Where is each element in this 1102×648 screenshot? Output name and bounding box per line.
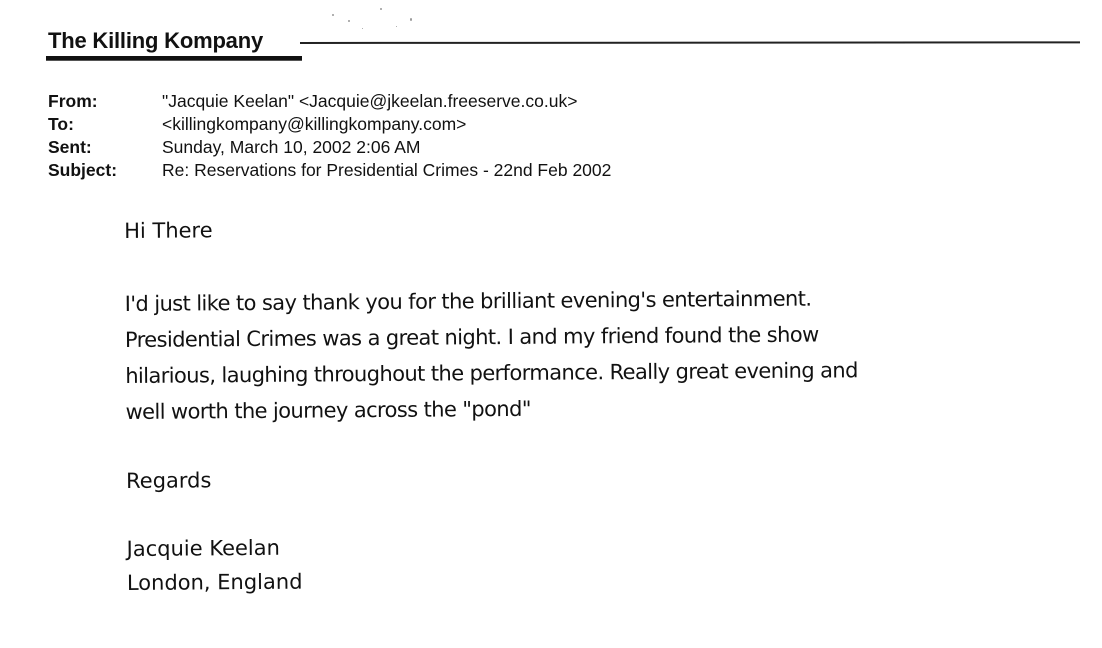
greeting: Hi There [124, 218, 213, 243]
paragraph-line: Presidential Crimes was a great night. I and my friend found the show [124, 322, 819, 352]
scan-speck [410, 18, 412, 21]
message-paragraph [125, 279, 1006, 430]
scan-speck [396, 26, 397, 27]
header-rule [300, 41, 1080, 44]
to-label: To: [48, 114, 74, 134]
header-row-from [48, 90, 611, 113]
from-value: "Jacquie Keelan" <Jacquie@jkeelan.freeserve.co.uk> [162, 91, 578, 111]
sent-label: Sent: [48, 137, 92, 157]
scan-speck [380, 8, 382, 10]
message-body [124, 207, 1007, 600]
paragraph-line: well worth the journey across the "pond" [125, 396, 531, 424]
paragraph-line: hilarious, laughing throughout the performance. Really great evening and [125, 358, 858, 388]
sent-value: Sunday, March 10, 2002 2:06 AM [162, 137, 421, 157]
header-row-to [48, 113, 611, 136]
header-row-subject [48, 159, 611, 182]
signature [126, 525, 1007, 600]
signature-location: London, England [126, 569, 303, 595]
scan-speck [332, 14, 334, 16]
title-rule-underline [46, 60, 302, 61]
subject-value: Re: Reservations for Presidential Crimes - 22nd Feb 2002 [162, 160, 612, 180]
scan-speck [362, 28, 363, 29]
paragraph-line: I'd just like to say thank you for the brilliant evening's entertainment. [124, 286, 812, 316]
header-row-sent [48, 136, 611, 159]
subject-label: Subject: [48, 160, 118, 180]
email-header [48, 90, 611, 182]
scan-speck [348, 20, 350, 22]
signature-name: Jacquie Keelan [126, 535, 280, 561]
org-title: The Killing Kompany [48, 28, 263, 53]
from-label: From: [48, 91, 98, 111]
to-value: <killingkompany@killingkompany.com> [162, 114, 467, 134]
closing: Regards [126, 468, 212, 493]
